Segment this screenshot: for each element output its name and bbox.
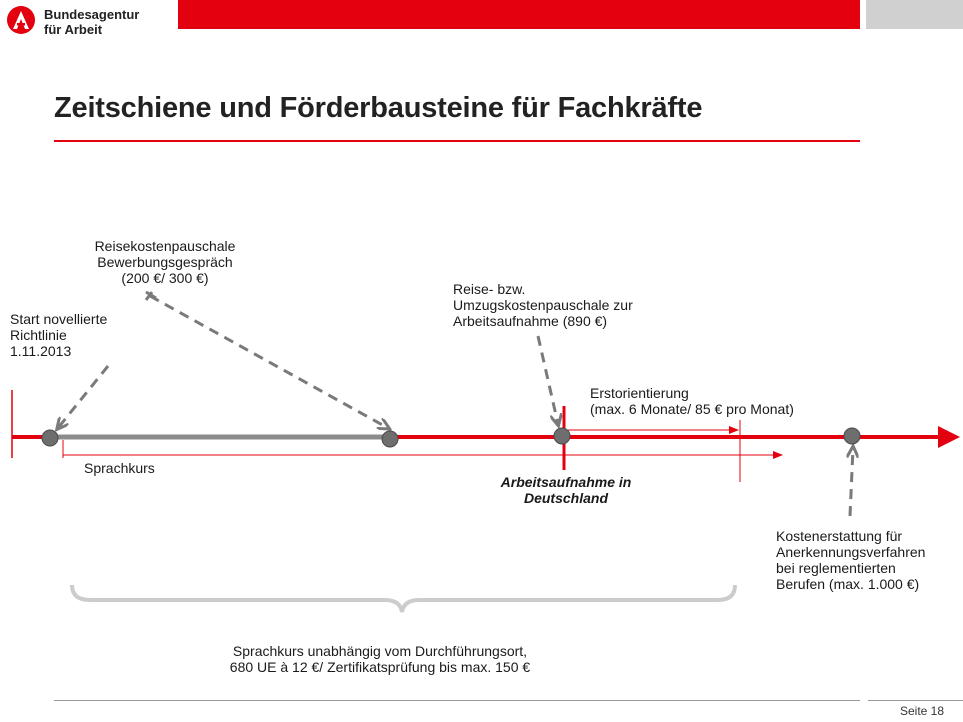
label-start-line-2: Richtlinie xyxy=(10,327,67,343)
label-erstorientierung xyxy=(590,385,794,417)
milestone-dot-bewerbung xyxy=(382,431,398,447)
label-kosten-line-1: Kostenerstattung für xyxy=(776,528,903,544)
label-umzug xyxy=(453,281,633,329)
label-reisekosten xyxy=(60,238,270,286)
label-kosten-line-3: bei reglementierten xyxy=(776,560,896,576)
label-sprachkurs-details-line-2: 680 UE à 12 €/ Zertifikatsprüfung bis max. 150 € xyxy=(229,659,531,675)
label-start-line-1: Start novellierte xyxy=(10,311,108,327)
dashed-arrow-reise xyxy=(150,296,388,428)
label-kosten-line-2: Anerkennungsverfahren xyxy=(776,544,926,560)
label-umzug-line-3: Arbeitsaufnahme (890 €) xyxy=(453,313,608,329)
label-start xyxy=(10,311,107,359)
label-erstorientierung-line-1: Erstorientierung xyxy=(590,385,689,401)
label-arbeitsaufnahme-line-1: Arbeitsaufnahme in xyxy=(500,474,632,490)
milestone-dot-kosten xyxy=(844,428,860,444)
dashed-arrow-reise-tail xyxy=(146,292,156,300)
label-umzug-line-1: Reise- bzw. xyxy=(453,281,526,297)
label-start-line-3: 1.11.2013 xyxy=(10,343,72,359)
label-reisekosten-line-2: Bewerbungsgespräch xyxy=(97,254,233,270)
label-arbeitsaufnahme xyxy=(468,474,664,506)
dashed-arrow-umzug xyxy=(538,336,558,424)
label-erstorientierung-line-2: (max. 6 Monate/ 85 € pro Monat) xyxy=(590,401,794,417)
milestone-dot-start xyxy=(42,430,58,446)
label-kosten-line-4: Berufen (max. 1.000 €) xyxy=(776,576,920,592)
label-arbeitsaufnahme-line-2: Deutschland xyxy=(523,490,608,506)
bottom-brace xyxy=(72,585,735,612)
footer-divider-right xyxy=(868,700,963,701)
label-reisekosten-line-3: (200 €/ 300 €) xyxy=(121,270,209,286)
footer-divider-left xyxy=(54,700,860,701)
label-sprachkurs-details-line-1: Sprachkurs unabhängig vom Durchführungsort, xyxy=(232,643,528,659)
label-kostenerstattung xyxy=(776,528,925,592)
dashed-arrow-start xyxy=(58,366,108,428)
dashed-arrow-kosten xyxy=(850,448,853,516)
label-umzug-line-2: Umzugskostenpauschale zur xyxy=(453,297,633,313)
milestone-dot-arbeitsaufnahme xyxy=(554,428,570,444)
label-sprachkurs-details xyxy=(180,643,580,675)
logo-line-1: Bundesagentur xyxy=(44,7,140,22)
page-number: Seite 18 xyxy=(900,704,945,718)
timeline-arrowhead xyxy=(938,426,960,448)
label-sprachkurs: Sprachkurs xyxy=(84,460,155,476)
label-reisekosten-line-1: Reisekostenpauschale xyxy=(94,238,236,254)
logo-line-2: für Arbeit xyxy=(44,22,103,37)
sprachkurs-grey-bar xyxy=(50,435,390,440)
page-title: Zeitschiene und Förderbausteine für Fachkräfte xyxy=(54,92,703,124)
